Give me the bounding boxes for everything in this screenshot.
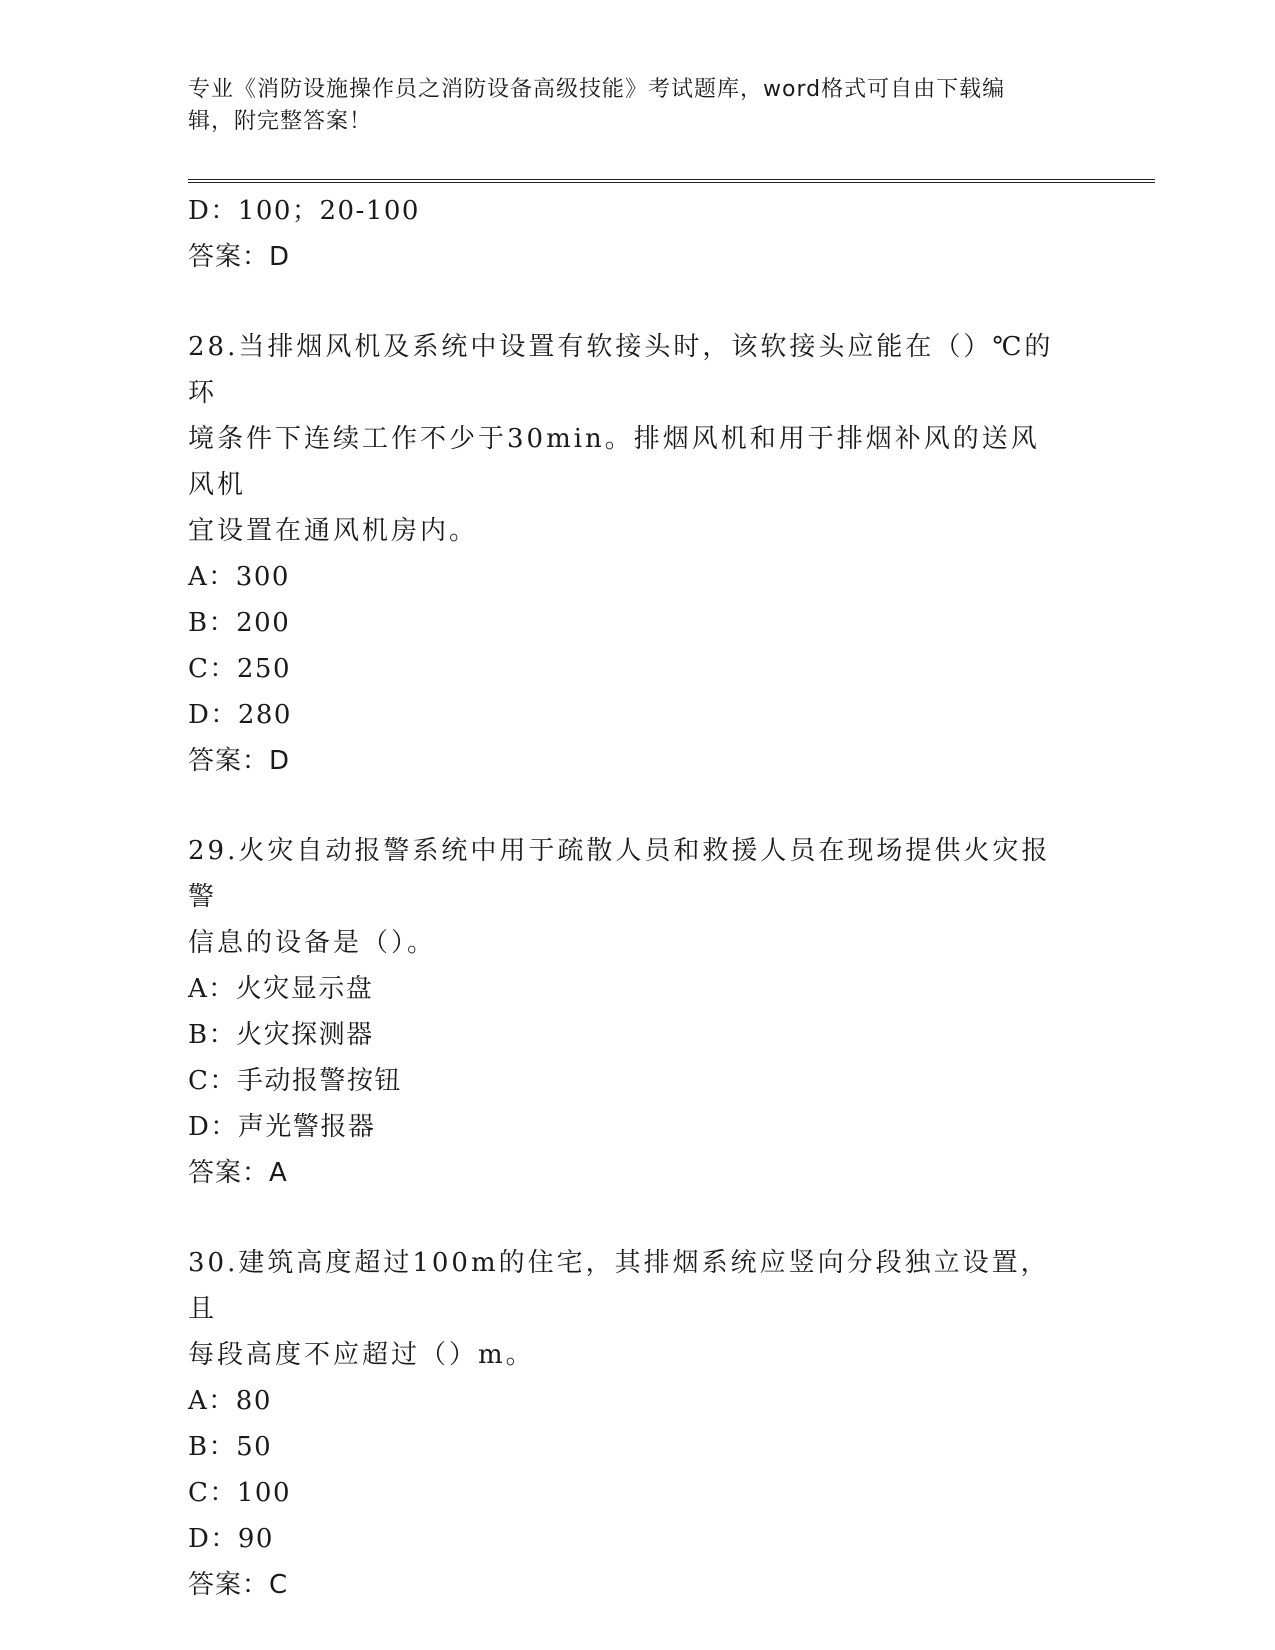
option-c: C：手动报警按钮	[188, 1066, 402, 1096]
option-a: A：80	[188, 1386, 272, 1416]
question-content	[188, 188, 1088, 1608]
question-29	[188, 828, 1088, 1196]
option-b: B：火灾探测器	[188, 1020, 374, 1050]
option-d: D：声光警报器	[188, 1112, 376, 1142]
question-stem	[188, 1240, 1068, 1378]
option-d: D：90	[188, 1524, 274, 1554]
stem-line: 宜设置在通风机房内。	[188, 516, 479, 546]
option-b: B：50	[188, 1432, 273, 1462]
question-stem	[188, 324, 1068, 554]
question-28	[188, 324, 1088, 784]
option-a: A：火灾显示盘	[188, 974, 374, 1004]
stem-line: 每段高度不应超过（）m。	[188, 1340, 535, 1370]
stem-line: 30.建筑高度超过100m的住宅，其排烟系统应竖向分段独立设置，且	[188, 1248, 1050, 1324]
answer: 答案：A	[188, 1158, 288, 1188]
option-b: B：200	[188, 608, 291, 638]
stem-line: 29.火灾自动报警系统中用于疏散人员和救援人员在现场提供火灾报警	[188, 836, 1051, 912]
prev-option-d: D：100；20-100	[188, 196, 420, 226]
answer: 答案：C	[188, 1570, 289, 1600]
prev-answer: 答案：D	[188, 242, 291, 272]
option-c: C：100	[188, 1478, 292, 1508]
option-a: A：300	[188, 562, 290, 592]
option-d: D：280	[188, 700, 292, 730]
stem-line: 28.当排烟风机及系统中设置有软接头时，该软接头应能在（）℃的环	[188, 332, 1054, 408]
answer: 答案：D	[188, 746, 291, 776]
header-divider	[188, 179, 1155, 183]
question-stem	[188, 828, 1068, 966]
question-30	[188, 1240, 1088, 1608]
stem-line: 境条件下连续工作不少于30min。排烟风机和用于排烟补风的送风风机	[188, 424, 1040, 500]
stem-line: 信息的设备是（）。	[188, 928, 437, 958]
page-header	[188, 74, 1068, 138]
option-c: C：250	[188, 654, 292, 684]
header-line-2: 辑，附完整答案！	[188, 109, 373, 134]
header-line-1: 专业《消防设施操作员之消防设备高级技能》考试题库，word格式可自由下载编	[188, 77, 1006, 102]
